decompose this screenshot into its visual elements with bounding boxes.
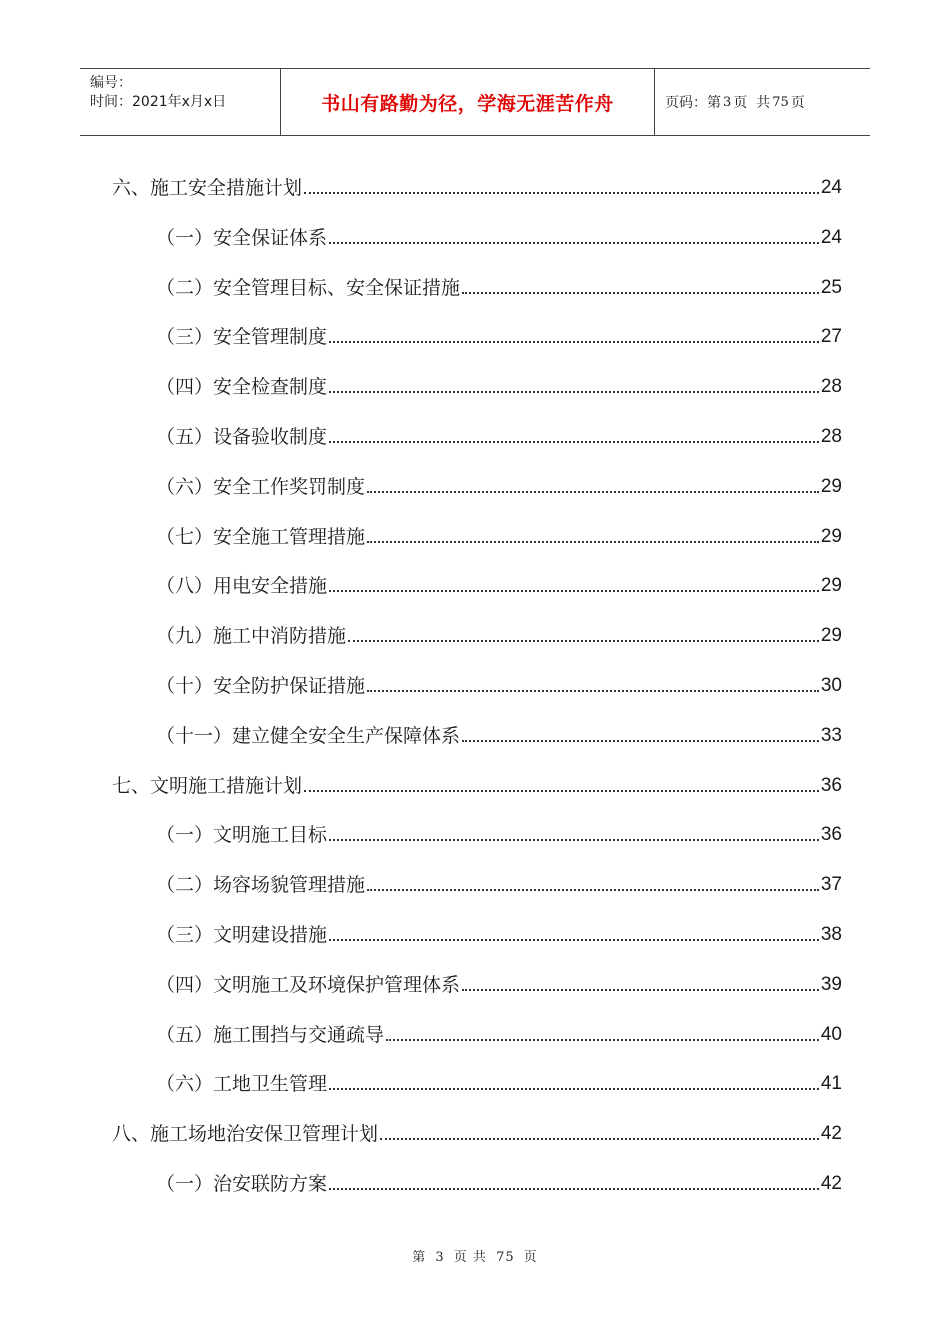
page-total: 75 xyxy=(772,94,789,110)
toc-entry[interactable] xyxy=(156,568,842,598)
toc-entry-page: 27 xyxy=(820,326,842,348)
toc-leader-dots xyxy=(329,590,819,592)
toc-entry-page: 37 xyxy=(820,874,842,896)
footer-total: 75 xyxy=(496,1250,515,1265)
toc-entry-label: 六、施工安全措施计划 xyxy=(112,177,303,199)
toc-entry-page: 33 xyxy=(820,724,842,746)
toc-entry[interactable] xyxy=(156,369,842,399)
toc-leader-dots xyxy=(304,790,819,792)
toc-entry-label: （六）工地卫生管理 xyxy=(156,1073,328,1096)
toc-leader-dots xyxy=(329,1188,819,1190)
toc-entry[interactable] xyxy=(156,967,842,997)
toc-entry-page: 28 xyxy=(820,426,842,447)
toc-entry-label: （一）文明施工目标 xyxy=(156,824,328,847)
toc-entry-page: 40 xyxy=(820,1023,842,1045)
toc-entry[interactable] xyxy=(112,170,842,200)
footer-suffix: 页 xyxy=(523,1250,538,1265)
toc-entry-label: （七）安全施工管理措施 xyxy=(156,525,366,548)
toc-entry-page: 29 xyxy=(820,525,842,547)
toc-entry[interactable] xyxy=(156,270,842,300)
toc-entry-label: （一）安全保证体系 xyxy=(156,226,328,249)
toc-leader-dots xyxy=(462,292,819,294)
toc-leader-dots xyxy=(329,939,819,941)
page-current: 3 xyxy=(723,94,732,110)
toc-entry-page: 29 xyxy=(820,475,842,497)
toc-entry-page: 24 xyxy=(820,226,842,248)
toc-entry-page: 36 xyxy=(820,774,842,796)
toc-entry-label: （十一）建立健全安全生产保障体系 xyxy=(156,724,461,747)
toc-leader-dots xyxy=(367,889,819,891)
toc-leader-dots xyxy=(329,839,819,841)
toc-entry-label: （一）治安联防方案 xyxy=(156,1173,328,1195)
toc-leader-dots xyxy=(329,391,819,393)
toc-leader-dots xyxy=(348,640,819,642)
footer-mid: 页 共 xyxy=(453,1250,487,1265)
toc-entry-page: 42 xyxy=(820,1123,842,1145)
toc-entry[interactable] xyxy=(112,768,842,798)
toc-entry-label: （三）文明建设措施 xyxy=(156,924,328,946)
toc-leader-dots xyxy=(380,1138,819,1140)
toc-leader-dots xyxy=(386,1039,819,1041)
toc-entry[interactable] xyxy=(156,718,842,748)
toc-leader-dots xyxy=(304,192,819,194)
toc-entry[interactable] xyxy=(156,1066,842,1096)
toc-entry-page: 30 xyxy=(820,675,842,696)
page-prefix: 页码：第 xyxy=(665,95,721,111)
toc-entry-label: （二）场容场貌管理措施 xyxy=(156,874,366,897)
toc-leader-dots xyxy=(367,541,819,543)
header-motto-cell xyxy=(281,69,655,135)
time-label: 时间：2021年x月x日 xyxy=(90,94,227,110)
toc-leader-dots xyxy=(329,242,819,244)
toc-entry-label: （四）文明施工及环境保护管理体系 xyxy=(156,973,461,996)
toc-entry[interactable] xyxy=(156,519,842,549)
toc-entry-label: （五）设备验收制度 xyxy=(156,426,328,448)
toc-entry-label: （十）安全防护保证措施 xyxy=(156,675,366,697)
toc-entry-page: 29 xyxy=(820,575,842,597)
header-meta xyxy=(80,69,281,135)
toc-entry[interactable] xyxy=(156,618,842,648)
toc-leader-dots xyxy=(462,989,819,991)
toc-entry[interactable] xyxy=(112,1116,842,1146)
toc-entry[interactable] xyxy=(156,1017,842,1047)
toc-leader-dots xyxy=(329,1088,819,1090)
toc-entry-page: 41 xyxy=(820,1073,842,1095)
toc-entry[interactable] xyxy=(156,1166,842,1196)
toc-entry-page: 38 xyxy=(820,924,842,945)
footer-current: 3 xyxy=(435,1250,445,1265)
toc-entry-page: 39 xyxy=(820,973,842,995)
header-motto: 书山有路勤为径，学海无涯苦作舟 xyxy=(321,92,614,115)
toc-entry[interactable] xyxy=(156,817,842,847)
toc-entry[interactable] xyxy=(156,469,842,499)
toc-entry-label: （八）用电安全措施 xyxy=(156,575,328,598)
toc-entry-label: （六）安全工作奖罚制度 xyxy=(156,475,366,498)
toc-leader-dots xyxy=(367,491,819,493)
toc-entry-page: 25 xyxy=(820,276,842,298)
footer-prefix: 第 xyxy=(412,1250,427,1265)
toc-entry[interactable] xyxy=(156,917,842,947)
page-footer xyxy=(0,1246,950,1265)
toc-entry-label: （九）施工中消防措施 xyxy=(156,625,347,648)
number-label: 编号： xyxy=(90,75,132,91)
toc-entry-page: 24 xyxy=(820,177,842,198)
toc-entry[interactable] xyxy=(156,419,842,449)
toc-entry-page: 28 xyxy=(820,376,842,398)
toc-entry-page: 42 xyxy=(820,1173,842,1194)
page-header xyxy=(80,68,870,136)
toc-entry-label: 七、文明施工措施计划 xyxy=(112,774,303,797)
toc-entry-page: 29 xyxy=(820,625,842,647)
toc-entry-label: （四）安全检查制度 xyxy=(156,376,328,399)
toc-entry[interactable] xyxy=(156,220,842,250)
toc-leader-dots xyxy=(329,341,819,343)
toc-entry[interactable] xyxy=(156,319,842,349)
toc-entry-label: （二）安全管理目标、安全保证措施 xyxy=(156,276,461,299)
page-suffix: 页 xyxy=(790,95,805,111)
toc-leader-dots xyxy=(329,441,819,443)
toc-entry-label: （三）安全管理制度 xyxy=(156,326,328,349)
toc-entry-label: 八、施工场地治安保卫管理计划 xyxy=(112,1123,379,1146)
toc-entry-page: 36 xyxy=(820,824,842,846)
header-page-info xyxy=(655,69,870,135)
toc-entry[interactable] xyxy=(156,867,842,897)
toc-entry[interactable] xyxy=(156,668,842,698)
toc-leader-dots xyxy=(367,690,819,692)
toc-entry-label: （五）施工围挡与交通疏导 xyxy=(156,1023,385,1046)
toc-leader-dots xyxy=(462,740,819,742)
page-mid: 页 共 xyxy=(733,95,771,111)
